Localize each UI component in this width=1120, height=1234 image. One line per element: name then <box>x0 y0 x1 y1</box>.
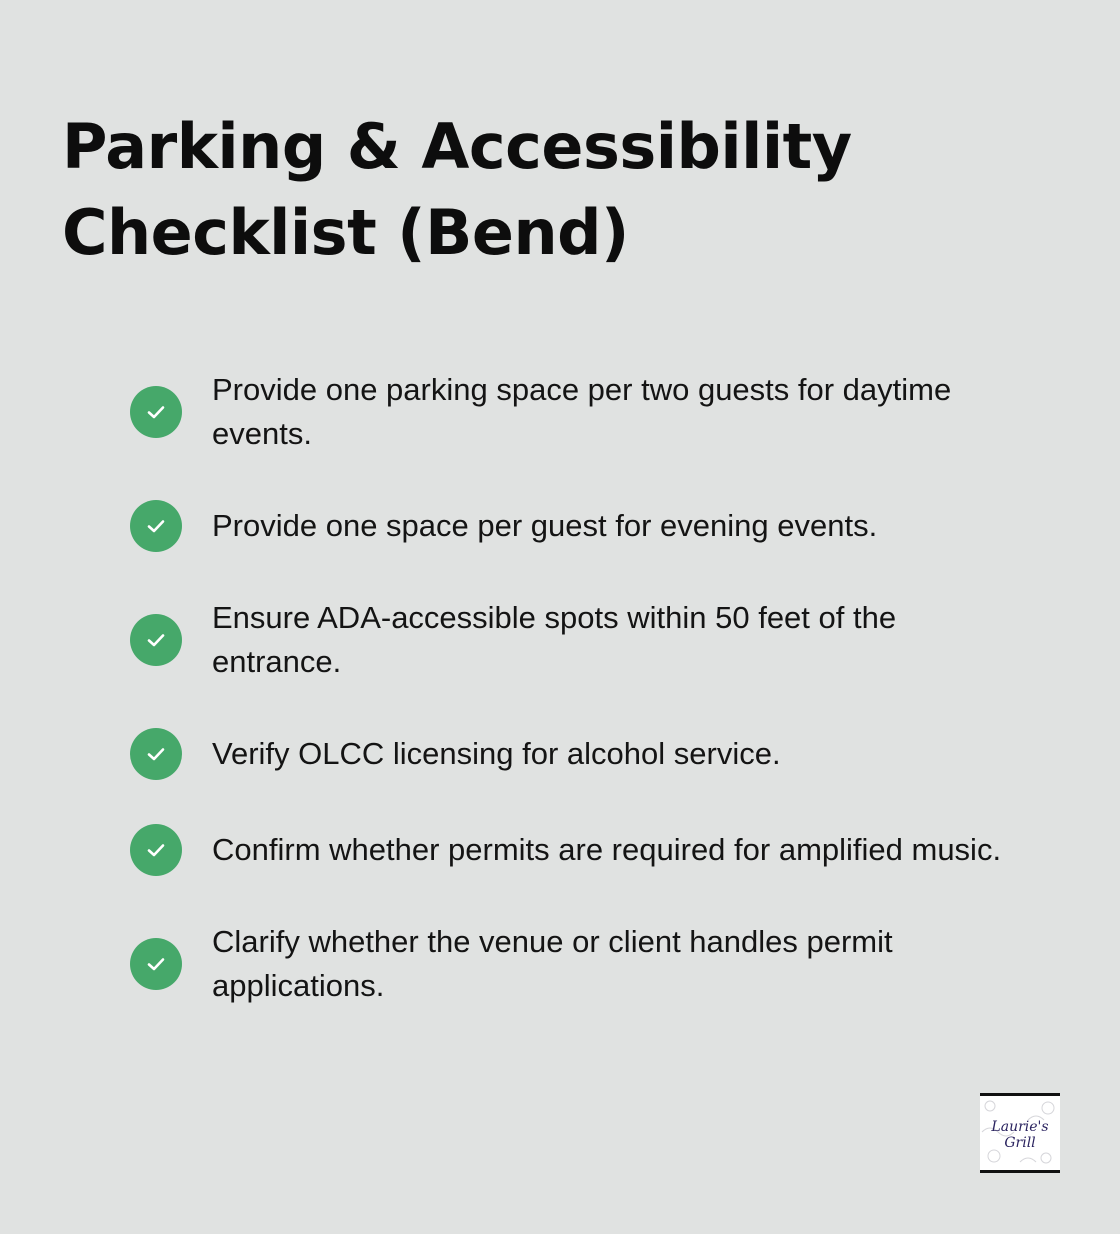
checklist-item-text: Provide one parking space per two guests for daytime events. <box>212 372 952 451</box>
checklist-item-text: Ensure ADA-accessible spots within 50 feet of the entrance. <box>212 600 897 679</box>
page-title <box>62 104 962 276</box>
checklist-item <box>130 728 1030 780</box>
checklist-item <box>130 596 1030 684</box>
checklist-item <box>130 920 1030 1008</box>
checklist-item <box>130 368 1030 456</box>
check-icon <box>130 938 182 990</box>
checklist-item-text: Confirm whether permits are required for amplified music. <box>212 832 1002 867</box>
checklist-item <box>130 824 1030 876</box>
check-icon <box>130 386 182 438</box>
check-icon <box>130 614 182 666</box>
page-title-line-1: Parking & Accessibility <box>62 110 852 183</box>
lauries-grill-logo <box>980 1093 1060 1173</box>
check-icon <box>130 728 182 780</box>
checklist-item-text: Provide one space per guest for evening events. <box>212 508 878 543</box>
check-icon <box>130 824 182 876</box>
logo-text-line-1: Laurie's <box>991 1119 1049 1135</box>
checklist <box>130 368 1030 1008</box>
logo-text-line-2: Grill <box>1004 1135 1036 1151</box>
check-icon <box>130 500 182 552</box>
checklist-item-text: Verify OLCC licensing for alcohol service. <box>212 736 781 771</box>
checklist-item <box>130 500 1030 552</box>
checklist-item-text: Clarify whether the venue or client handles permit applications. <box>212 924 893 1003</box>
page-title-line-2: Checklist (Bend) <box>62 196 629 269</box>
